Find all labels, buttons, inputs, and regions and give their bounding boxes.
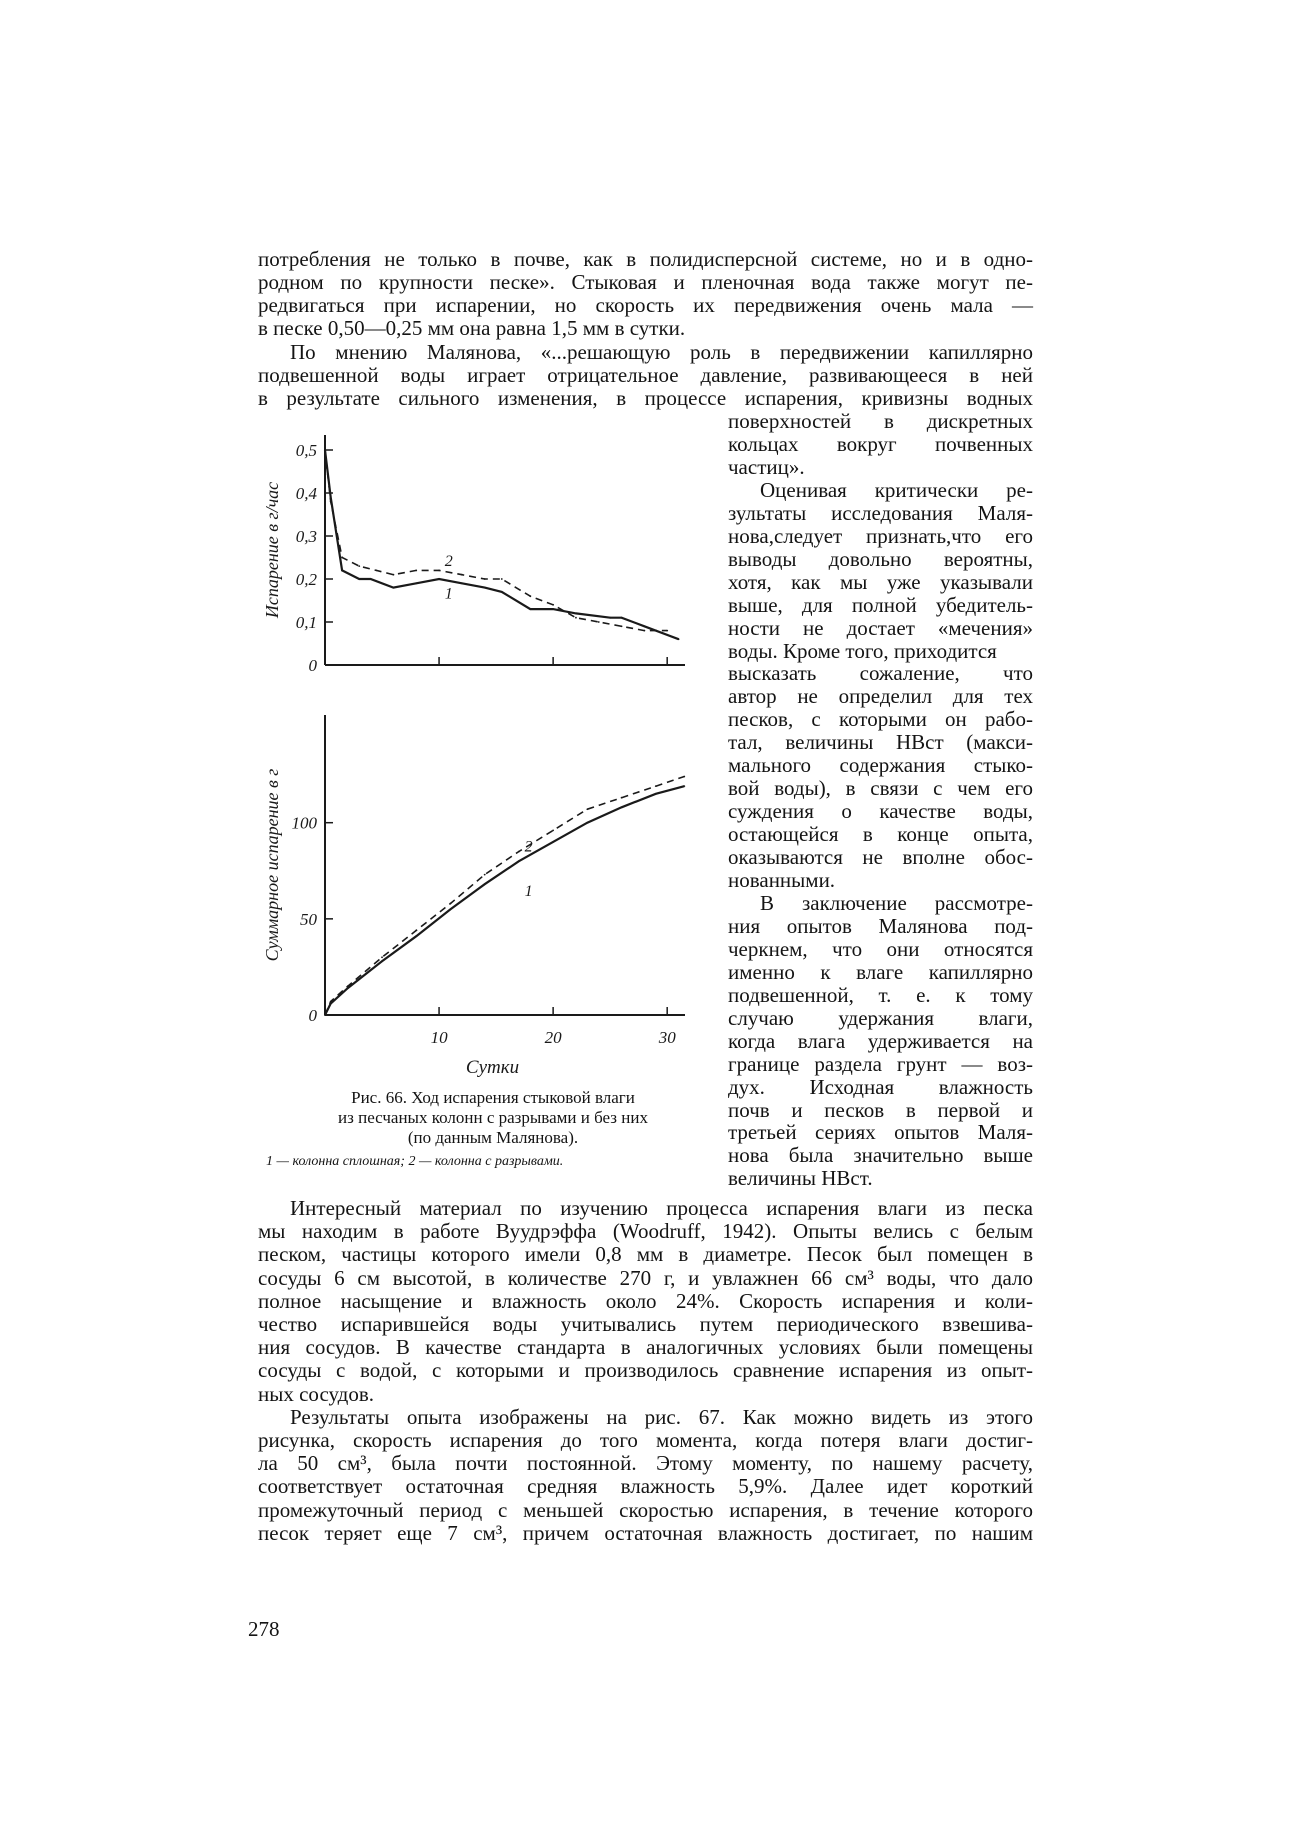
x-tick-label: 30 [658, 1028, 676, 1047]
text-line: границе раздела грунт — воз- [728, 1051, 1033, 1076]
text-line: в результате сильного изменения, в процессе испарения, кривизны водных [258, 386, 1033, 410]
data-point-1 [461, 582, 463, 584]
text-line: черкнем, что они относятся [728, 936, 1033, 961]
text-line: воды. Кроме того, приходится [728, 638, 997, 663]
data-point-2 [655, 785, 657, 787]
series-line-2 [325, 450, 667, 631]
data-point-1 [621, 806, 623, 808]
series-label-1: 1 [444, 585, 453, 603]
text-line: подвешенной воды играет отрицательное давление, развивающееся в ней [258, 363, 1033, 387]
figure-caption-line: Рис. 66. Ход испарения стыковой влаги [351, 1088, 635, 1107]
figure-66 [250, 415, 720, 1095]
data-point-1 [381, 960, 383, 962]
y-tick-label: 0,2 [295, 570, 317, 589]
data-point-2 [529, 595, 531, 597]
data-point-1 [678, 638, 680, 640]
data-point-2 [330, 501, 332, 503]
text-line: высказать сожаление, что [728, 661, 1033, 686]
data-point-1 [655, 793, 657, 795]
text-line: величины НВст. [728, 1166, 873, 1191]
data-point-1 [621, 617, 623, 619]
data-point-2 [552, 604, 554, 606]
text-line: зультаты исследования Маля- [728, 500, 1033, 525]
data-point-2 [330, 1001, 332, 1003]
data-point-1 [415, 935, 417, 937]
data-point-1 [415, 582, 417, 584]
text-line: родном по крупности песке». Стыковая и пленочная вода также могут пе- [258, 270, 1033, 294]
data-point-2 [324, 1014, 326, 1016]
text-line: подвешенной, т. е. к тому [728, 982, 1033, 1007]
text-line: соответствует остаточная средняя влажность 5,9%. Далее идет короткий [258, 1474, 1033, 1499]
series-label-2: 2 [444, 553, 453, 571]
y-axis-label: Суммарное испарение в г [262, 768, 282, 962]
data-point-2 [484, 578, 486, 580]
y-tick-label: 0 [308, 1006, 317, 1025]
text-line: ла 50 см³, была почти постоянной. Этому моменту, по нашему расчету, [258, 1451, 1033, 1476]
text-line: именно к влаге капиллярно [728, 959, 1033, 984]
text-line: нованными. [728, 868, 836, 892]
data-point-2 [575, 617, 577, 619]
data-point-1 [393, 587, 395, 589]
text-line: суждения о качестве воды, [728, 799, 1033, 824]
data-point-2 [586, 808, 588, 810]
series-line-1 [325, 786, 684, 1015]
text-line: ности не достает «мечения» [728, 615, 1033, 640]
data-point-2 [450, 903, 452, 905]
data-point-2 [415, 929, 417, 931]
series-label-1: 1 [524, 882, 533, 900]
data-point-2 [552, 829, 554, 831]
text-line: вой воды), в связи с чем его [728, 776, 1033, 801]
data-point-1 [450, 908, 452, 910]
data-point-1 [683, 785, 685, 787]
text-line: почв и песков в первой и [728, 1097, 1033, 1122]
text-line: нова,следует признать,что его [728, 523, 1033, 548]
text-line: выше, для полной убедитель- [728, 592, 1033, 617]
data-point-1 [370, 578, 372, 580]
data-point-1 [586, 822, 588, 824]
page-number: 278 [248, 1617, 280, 1641]
text-line: потребления не только в почве, как в полидисперсной системе, но и в одно- [258, 247, 1033, 271]
text-line: чество испарившейся воды учитывались путем периодического взвешива- [258, 1312, 1033, 1336]
text-line: В заключение рассмотре- [760, 890, 1033, 915]
y-tick-label: 0,5 [295, 441, 317, 460]
text-line: песком, частицы которого имели 0,8 мм в диаметре. Песок был помещен в [258, 1242, 1033, 1267]
data-point-2 [518, 851, 520, 853]
text-line: оказываются не вполне обос- [728, 845, 1033, 870]
data-point-1 [529, 608, 531, 610]
text-line: кольцах вокруг почвенных [728, 431, 1033, 456]
data-point-2 [381, 956, 383, 958]
series-line-2 [325, 777, 684, 1016]
text-line: сосуды 6 см высотой, в количестве 270 г, и увлажнен 66 см³ воды, что дало [258, 1265, 1033, 1290]
series-label-2: 2 [524, 838, 533, 856]
text-line: нова была значительно выше [728, 1143, 1033, 1168]
data-point-2 [341, 557, 343, 559]
y-tick-label: 0,3 [295, 527, 317, 546]
data-point-1 [484, 883, 486, 885]
text-line: ных сосудов. [258, 1381, 375, 1406]
data-point-2 [461, 574, 463, 576]
data-point-2 [375, 570, 377, 572]
data-point-1 [484, 587, 486, 589]
data-point-2 [621, 797, 623, 799]
text-line: ния сосудов. В качестве стандарта в аналогичных условиях были помещены [258, 1335, 1033, 1360]
data-point-2 [358, 565, 360, 567]
data-point-2 [415, 570, 417, 572]
text-line: хотя, как мы уже указывали [728, 569, 1033, 594]
text-line: остающейся в конце опыта, [728, 822, 1033, 847]
text-line: Оценивая критически ре- [760, 477, 1033, 502]
data-point-2 [438, 570, 440, 572]
data-point-1 [575, 613, 577, 615]
data-point-2 [347, 985, 349, 987]
data-point-1 [552, 841, 554, 843]
text-line: редвигаться при испарении, но скорость их передвижения очень мала — [258, 293, 1033, 317]
series-line-1 [325, 450, 679, 639]
text-line: поверхностей в дискретных [728, 409, 1033, 433]
text-line: Результаты опыта изображены на рис. 67. Как можно видеть из этого [290, 1404, 1033, 1429]
text-line: ния опытов Малянова под- [728, 913, 1033, 938]
text-line: в песке 0,50—0,25 мм она равна 1,5 мм в сутки. [258, 316, 686, 340]
data-point-1 [518, 860, 520, 862]
data-point-1 [609, 617, 611, 619]
text-line: Интересный материал по изучению процесса испарения влаги из песка [290, 1196, 1033, 1220]
data-point-2 [324, 449, 326, 451]
figure-legend: 1 — колонна сплошная; 2 — колонна с разрывами. [266, 1154, 564, 1169]
y-tick-label: 50 [300, 909, 317, 929]
text-line: песок теряет еще 7 см³, причем остаточная влажность достигает, по нашим [258, 1520, 1033, 1545]
data-point-2 [598, 621, 600, 623]
figure-caption-line: из песчаных колонн с разрывами и без них [338, 1108, 648, 1127]
data-point-1 [341, 570, 343, 572]
data-point-2 [643, 630, 645, 632]
y-tick-label: 100 [291, 813, 317, 833]
text-line: дух. Исходная влажность [728, 1074, 1033, 1099]
text-line: мы находим в работе Вуудрэффа (Woodruff, 1942). Опыты велись с белым [258, 1219, 1033, 1244]
text-line: мального содержания стыко- [728, 753, 1033, 778]
data-point-1 [552, 608, 554, 610]
data-point-1 [358, 578, 360, 580]
data-point-2 [501, 578, 503, 580]
y-tick-label: 0 [308, 656, 317, 675]
text-line: полное насыщение и влажность около 24%. Скорость испарения и коли- [258, 1288, 1033, 1313]
y-axis-label: Испарение в г/час [262, 481, 282, 619]
text-line: По мнению Малянова, «...решающую роль в передвижении капиллярно [290, 340, 1033, 364]
text-line: автор не определил для тех [728, 684, 1033, 709]
x-axis-label: Сутки [465, 1057, 520, 1078]
text-line: промежуточный период с меньшей скоростью испарения, в течение которого [258, 1497, 1033, 1522]
text-line: рисунка, скорость испарения до того момента, когда потеря влаги достиг- [258, 1428, 1033, 1452]
data-point-2 [621, 625, 623, 627]
text-line: сосуды с водой, с которыми и производилось сравнение испарения из опыт- [258, 1358, 1033, 1383]
x-tick-label: 20 [544, 1028, 562, 1047]
text-line: когда влага удерживается на [728, 1028, 1033, 1053]
text-line: песков, с которыми он рабо- [728, 707, 1033, 732]
data-point-1 [643, 625, 645, 627]
text-line: случаю удержания влаги, [728, 1005, 1033, 1030]
data-point-2 [666, 630, 668, 632]
data-point-2 [393, 574, 395, 576]
data-point-2 [683, 776, 685, 778]
figure-caption-line: (по данным Малянова). [407, 1128, 579, 1147]
data-point-2 [484, 874, 486, 876]
y-tick-label: 0,4 [295, 484, 317, 503]
text-line: выводы довольно вероятны, [728, 546, 1033, 571]
data-point-1 [438, 578, 440, 580]
x-tick-label: 10 [430, 1028, 448, 1047]
y-tick-label: 0,1 [295, 613, 317, 632]
text-line: частиц». [728, 454, 805, 479]
text-line: тал, величины НВст (макси- [728, 730, 1033, 755]
text-line: третьей сериях опытов Маля- [728, 1120, 1033, 1145]
data-point-1 [501, 591, 503, 593]
